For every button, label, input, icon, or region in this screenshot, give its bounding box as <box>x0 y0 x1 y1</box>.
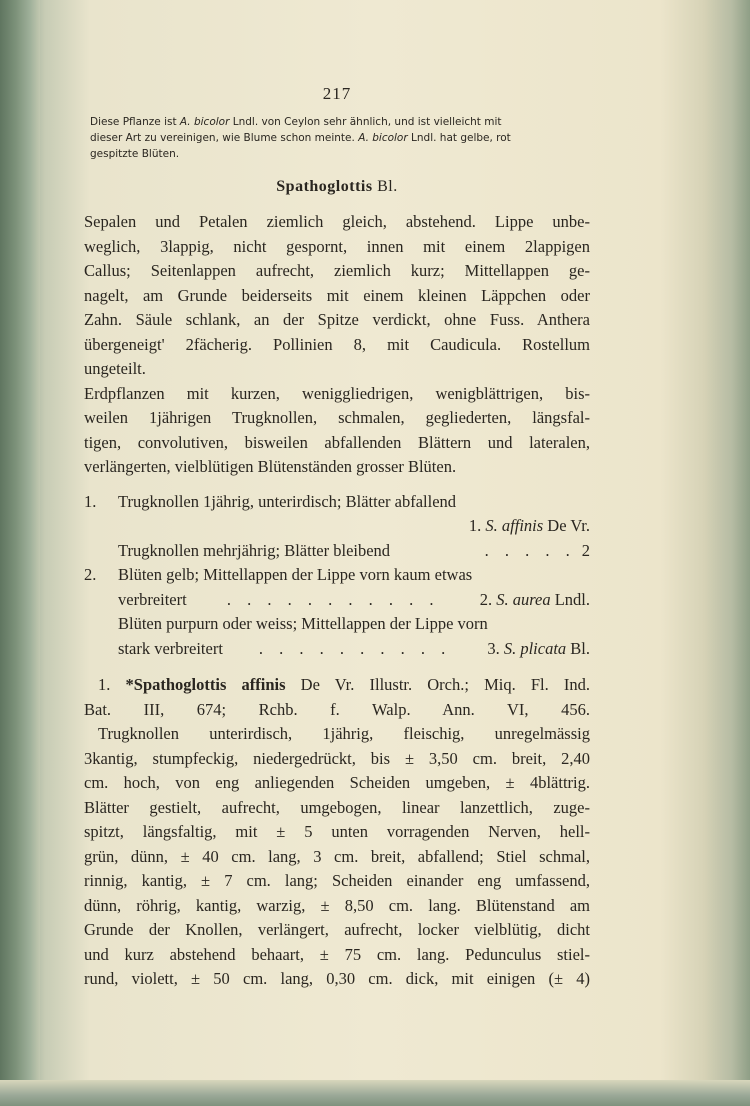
footnote-line <box>90 130 590 146</box>
species-body-line: rund, violett, ± 50 cm. lang, 0,30 cm. dick, mit einigen (± 4) <box>84 969 590 988</box>
species-number: 1. <box>98 675 126 694</box>
species-reference: Bat. III, 674; Rchb. f. Walp. Ann. VI, 456. <box>84 699 590 719</box>
species-name: *Spathoglottis affinis <box>125 675 286 694</box>
page-content <box>84 84 590 992</box>
species-body-line: dünn, röhrig, kantig, warzig, ± 8,50 cm. lang. Blütenstand am <box>84 895 590 915</box>
key-number: 1. <box>84 491 97 511</box>
species-body-line: cm. hoch, von eng anliegenden Scheiden umgeben, ± 4blättrig. <box>84 773 590 792</box>
species-body-line: 3kantig, stumpfeckig, niedergedrückt, bis ± 3,50 cm. breit, 2,40 <box>84 748 590 768</box>
key-result-number: 3. <box>487 638 500 658</box>
page-edge <box>704 0 750 1106</box>
species-body-line: spitzt, längsfaltig, mit ± 5 unten vorragenden Nerven, hell- <box>84 822 590 841</box>
description-line: ungeteilt. <box>84 359 146 378</box>
species-body-line: und kurz abstehend behaart, ± 75 cm. lang. Pedunculus stiel- <box>84 944 590 964</box>
key-row <box>84 490 590 515</box>
footnote-text: Lndl. von Ceylon sehr ähnlich, und ist vielleicht mit <box>229 116 502 128</box>
genus-author: Bl. <box>377 178 398 195</box>
key-text: verbreitert <box>118 589 187 609</box>
description-line: Zahn. Säule schlank, an der Spitze verdickt, ohne Fuss. Anthera <box>84 310 590 329</box>
species-heading-line <box>84 673 590 698</box>
key-leader-dots: . . . . . <box>484 540 576 560</box>
page-bottom-edge <box>0 1080 750 1106</box>
species-entry <box>84 673 590 992</box>
description-line: Sepalen und Petalen ziemlich gleich, abstehend. Lippe unbe- <box>84 212 590 231</box>
key-result <box>480 588 590 613</box>
key-result-author: Lndl. <box>550 589 590 609</box>
footnote-text: Diese Pflanze ist <box>90 116 180 128</box>
footnote-species: A. bicolor <box>179 116 230 128</box>
key-result <box>84 514 590 539</box>
key-result <box>487 637 590 662</box>
habit-line: verlängerten, vielblütigen Blütenständen grosser Blüten. <box>84 457 457 476</box>
habit-line: weilen 1jährigen Trugknollen, schmalen, gegliederten, längsfal- <box>84 408 590 427</box>
key-result-number: 2 <box>581 540 590 560</box>
key-result-species: S. plicata <box>503 638 567 658</box>
key-result-number: 1. <box>468 516 482 535</box>
species-body-line: grün, dünn, ± 40 cm. lang, 3 cm. breit, abfallend; Stiel schmal, <box>84 846 590 866</box>
key-leader-dots: . . . . . . . . . . <box>258 638 452 658</box>
species-reference: De Vr. Illustr. Orch.; Miq. Fl. Ind. <box>285 675 590 694</box>
footnote-line <box>90 114 590 130</box>
species-body-line: Trugknollen unterirdisch, 1jährig, fleischig, unregelmässig <box>98 724 590 743</box>
key-result-author: De Vr. <box>543 516 590 535</box>
description-line: übergeneigt' 2fächerig. Pollinien 8, mit Caudicula. Rostellum <box>84 334 590 354</box>
habit-line: tigen, convolutiven, bisweilen abfallenden Blättern und lateralen, <box>84 432 590 452</box>
key-number: 2. <box>84 565 97 584</box>
footnote <box>90 114 590 162</box>
key-result-species: S. affinis <box>485 516 544 535</box>
species-body-line: Blätter gestielt, aufrecht, umgebogen, linear lanzettlich, zuge- <box>84 797 590 817</box>
key-row <box>84 637 590 662</box>
key-row <box>84 588 590 613</box>
species-body-line: Grunde der Knollen, verlängert, aufrecht, locker vielblütig, dicht <box>84 920 590 939</box>
page-number: 217 <box>322 84 352 103</box>
book-gutter <box>0 0 40 1106</box>
key-row <box>84 612 590 637</box>
key-text: stark verbreitert <box>118 638 223 658</box>
genus-name: Spathoglottis <box>276 178 373 195</box>
genus-habit <box>84 382 590 480</box>
footnote-text: Lndl. hat gelbe, rot <box>407 132 511 144</box>
footnote-species: A. bicolor <box>358 132 408 144</box>
description-line: weglich, 3lappig, nicht gespornt, innen mit einem 2lappigen <box>84 236 590 256</box>
key-result-species: S. aurea <box>496 589 551 609</box>
genus-description <box>84 210 590 382</box>
key-result-number: 2. <box>479 589 493 609</box>
key-row <box>84 539 590 564</box>
description-line: nagelt, am Grunde beiderseits mit einem kleinen Läppchen oder <box>84 285 590 305</box>
species-body-line: rinnig, kantig, ± 7 cm. lang; Scheiden einander eng umfassend, <box>84 871 590 890</box>
key-leader-dots: . . . . . . . . . . . <box>226 589 440 609</box>
key-row <box>84 563 590 588</box>
key-text: Blüten gelb; Mittellappen der Lippe vorn kaum etwas <box>118 565 473 584</box>
key-result-author: Bl. <box>566 638 590 658</box>
description-line: Callus; Seitenlappen aufrecht, ziemlich kurz; Mittellappen ge- <box>84 261 590 280</box>
key-text: Trugknollen 1jährig, unterirdisch; Blätter abfallend <box>118 491 457 511</box>
key-text: Blüten purpurn oder weiss; Mittellappen der Lippe vorn <box>118 614 488 633</box>
habit-line: Erdpflanzen mit kurzen, weniggliedrigen, wenigblättrigen, bis- <box>84 383 590 403</box>
species-key <box>84 490 590 662</box>
footnote-line: gespitzte Blüten. <box>90 148 180 160</box>
key-text: Trugknollen mehrjährig; Blätter bleibend <box>118 540 391 560</box>
genus-heading <box>84 178 590 196</box>
footnote-text: dieser Art zu vereinigen, wie Blume schon meinte. <box>90 132 359 144</box>
